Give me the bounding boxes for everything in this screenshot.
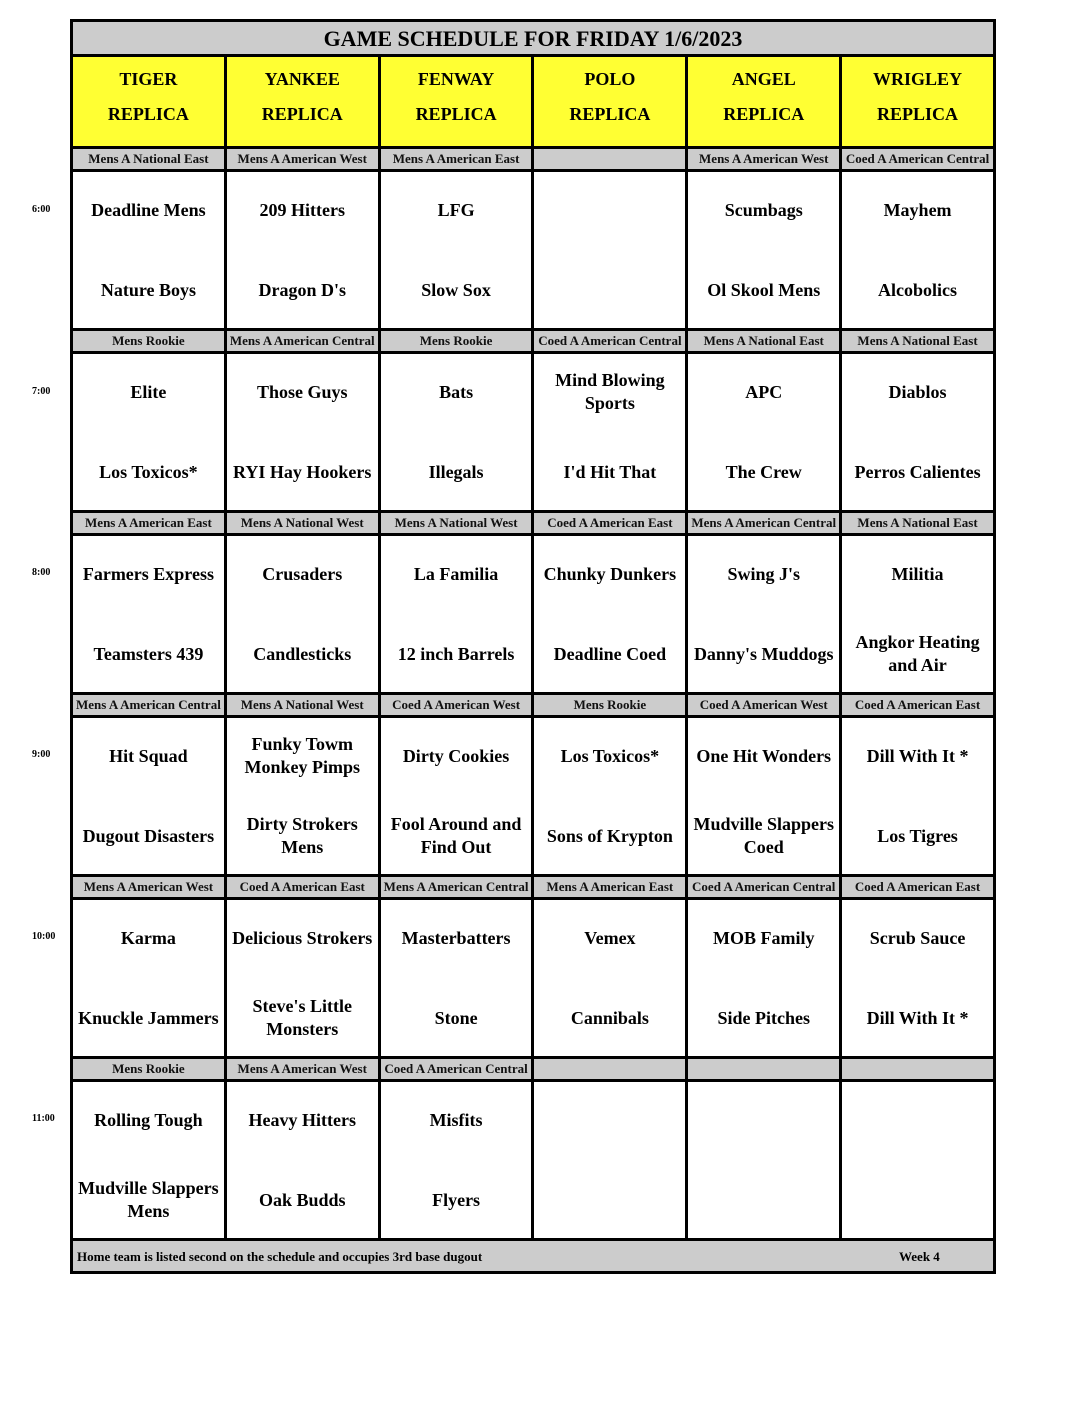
home-team-note: Home team is listed second on the schedule and occupies 3rd base dugout: [77, 1249, 483, 1264]
game-cell: [227, 536, 381, 692]
away-team: 209 Hitters: [259, 199, 345, 220]
game-cell: [73, 1082, 227, 1238]
game-row-10: [73, 900, 993, 1059]
game-cell: [534, 536, 688, 692]
game-cell: [688, 536, 842, 692]
week-label: Week 4: [899, 1249, 940, 1264]
home-team: [842, 1176, 993, 1224]
field-sub: REPLICA: [107, 104, 189, 124]
away-team: Delicious Strokers: [232, 927, 373, 948]
division-label: Mens A National East: [842, 513, 993, 533]
game-cell: [842, 900, 993, 1056]
home-team: [688, 1176, 839, 1224]
game-cell: [688, 1082, 842, 1238]
division-row-10: [73, 877, 993, 900]
game-cell: [73, 536, 227, 692]
game-cell: [227, 1082, 381, 1238]
division-label: Mens Rookie: [73, 331, 227, 351]
field-header-angel: [688, 57, 842, 146]
home-team: Mudville Slappers Coed: [693, 814, 834, 857]
home-team: RYI Hay Hookers: [233, 461, 372, 482]
field-sub: REPLICA: [415, 104, 497, 124]
game-row-8: [73, 536, 993, 695]
schedule-footer: [73, 1241, 993, 1271]
field-name: ANGEL: [731, 69, 796, 89]
away-team: Dirty Cookies: [402, 745, 510, 766]
away-team: LFG: [437, 199, 475, 220]
field-sub: REPLICA: [261, 104, 343, 124]
division-label: Coed A American East: [534, 513, 688, 533]
home-team: Illegals: [428, 461, 484, 482]
time-label-8: 8:00: [32, 567, 51, 578]
division-label: Mens A American Central: [381, 877, 535, 897]
home-team: [534, 266, 685, 314]
game-row-9: [73, 718, 993, 877]
home-team: Dugout Disasters: [82, 825, 215, 846]
time-label-10: 10:00: [32, 931, 56, 942]
home-team: Stone: [434, 1007, 478, 1028]
division-row-6: [73, 149, 993, 172]
home-team: Perros Calientes: [854, 461, 981, 482]
division-label: Mens A American East: [73, 513, 227, 533]
division-label: Coed A American Central: [381, 1059, 535, 1079]
division-row-8: [73, 513, 993, 536]
game-cell: [381, 354, 535, 510]
home-team: Los Toxicos*: [99, 461, 198, 482]
division-label: Mens A National East: [842, 331, 993, 351]
field-header-fenway: [381, 57, 535, 146]
division-label: [534, 149, 688, 169]
division-row-7: [73, 331, 993, 354]
division-label: Mens A American East: [381, 149, 535, 169]
division-label: Coed A American Central: [534, 331, 688, 351]
division-label: Mens Rookie: [381, 331, 535, 351]
away-team: Those Guys: [256, 381, 348, 402]
division-label: Mens A National West: [381, 513, 535, 533]
game-cell: [227, 900, 381, 1056]
home-team: Danny's Muddogs: [693, 643, 834, 664]
away-team: MOB Family: [712, 927, 815, 948]
division-label: Coed A American Central: [842, 149, 993, 169]
game-row-7: [73, 354, 993, 513]
division-label: Coed A American Central: [688, 877, 842, 897]
time-label-7: 7:00: [32, 386, 51, 397]
division-label: Mens A American West: [73, 877, 227, 897]
home-team: Dill With It *: [866, 1007, 969, 1028]
division-row-9: [73, 695, 993, 718]
home-team: Los Tigres: [877, 825, 958, 846]
away-team: Heavy Hitters: [248, 1109, 356, 1130]
game-cell: [534, 900, 688, 1056]
field-name: WRIGLEY: [873, 69, 963, 89]
field-name: POLO: [584, 69, 636, 89]
home-team: Alcobolics: [878, 279, 958, 300]
away-team: Mayhem: [883, 199, 952, 220]
home-team: Dragon D's: [258, 279, 346, 300]
field-sub: REPLICA: [569, 104, 651, 124]
away-team: [842, 1096, 993, 1144]
home-team: Oak Budds: [258, 1189, 346, 1210]
game-cell: [534, 718, 688, 874]
home-team: Ol Skool Mens: [707, 279, 821, 300]
away-team: Los Toxicos*: [560, 745, 660, 766]
field-header-polo: [534, 57, 688, 146]
division-label: Coed A American East: [842, 877, 993, 897]
home-team: Teamsters 439: [93, 643, 204, 664]
home-team: Deadline Coed: [553, 643, 667, 664]
division-label: Mens A American Central: [227, 331, 381, 351]
game-cell: [73, 900, 227, 1056]
home-team: [534, 1176, 685, 1224]
away-team: Mind Blowing Sports: [555, 370, 665, 413]
home-team: The Crew: [725, 461, 802, 482]
game-cell: [381, 172, 535, 328]
home-team: Cannibals: [570, 1007, 649, 1028]
game-cell: [842, 354, 993, 510]
away-team: Masterbatters: [401, 927, 511, 948]
division-label: Coed A American West: [688, 695, 842, 715]
home-team: Dirty Strokers Mens: [246, 814, 358, 857]
field-header-yankee: [227, 57, 381, 146]
field-header-row: [73, 57, 993, 149]
game-cell: [842, 172, 993, 328]
away-team: Rolling Tough: [94, 1109, 203, 1130]
game-cell: [688, 172, 842, 328]
home-team: Side Pitches: [717, 1007, 810, 1028]
division-label: [842, 1059, 993, 1079]
game-row-11: [73, 1082, 993, 1241]
away-team: APC: [745, 381, 783, 402]
game-row-6: [73, 172, 993, 331]
division-label: [688, 1059, 842, 1079]
division-label: Mens A National West: [227, 513, 381, 533]
game-cell: [688, 900, 842, 1056]
game-cell: [227, 718, 381, 874]
away-team: [534, 186, 685, 234]
home-team: Slow Sox: [421, 279, 491, 300]
game-cell: [534, 172, 688, 328]
schedule-title: GAME SCHEDULE FOR FRIDAY 1/6/2023: [73, 22, 993, 57]
away-team: Dill With It *: [866, 745, 969, 766]
game-cell: [381, 536, 535, 692]
division-label: Mens Rookie: [534, 695, 688, 715]
away-team: Chunky Dunkers: [543, 563, 677, 584]
game-cell: [381, 1082, 535, 1238]
home-team: Mudville Slappers Mens: [78, 1178, 219, 1221]
division-label: [534, 1059, 688, 1079]
away-team: Elite: [130, 381, 167, 402]
division-label: Mens A National West: [227, 695, 381, 715]
division-label: Coed A American East: [842, 695, 993, 715]
game-cell: [688, 354, 842, 510]
home-team: Sons of Krypton: [546, 825, 673, 846]
division-row-11: [73, 1059, 993, 1082]
division-label: Coed A American West: [381, 695, 535, 715]
field-name: YANKEE: [264, 69, 340, 89]
game-cell: [227, 172, 381, 328]
away-team: Deadline Mens: [91, 199, 206, 220]
game-cell: [534, 354, 688, 510]
time-label-6: 6:00: [32, 204, 51, 215]
division-label: Mens A American West: [227, 1059, 381, 1079]
away-team: Misfits: [429, 1109, 483, 1130]
game-cell: [381, 900, 535, 1056]
away-team: Vemex: [584, 927, 636, 948]
game-cell: [842, 718, 993, 874]
game-cell: [73, 354, 227, 510]
field-name: TIGER: [119, 69, 178, 89]
time-label-11: 11:00: [32, 1113, 55, 1124]
division-label: Mens A American East: [534, 877, 688, 897]
home-team: 12 inch Barrels: [397, 643, 515, 664]
division-label: Mens A American West: [688, 149, 842, 169]
division-label: Coed A American East: [227, 877, 381, 897]
away-team: Funky Towm Monkey Pimps: [244, 734, 360, 777]
away-team: Crusaders: [262, 563, 343, 584]
field-name: FENWAY: [417, 69, 495, 89]
division-label: Mens A American Central: [73, 695, 227, 715]
division-label: Mens A National East: [73, 149, 227, 169]
game-cell: [73, 172, 227, 328]
game-cell: [227, 354, 381, 510]
division-label: Mens A American Central: [688, 513, 842, 533]
time-label-9: 9:00: [32, 749, 51, 760]
away-team: [688, 1096, 839, 1144]
game-cell: [842, 536, 993, 692]
game-cell: [842, 1082, 993, 1238]
field-sub: REPLICA: [723, 104, 805, 124]
away-team: Scrub Sauce: [869, 927, 966, 948]
home-team: Fool Around and Find Out: [390, 814, 522, 857]
division-label: Mens A National East: [688, 331, 842, 351]
field-header-tiger: [73, 57, 227, 146]
home-team: Candlesticks: [253, 643, 352, 664]
away-team: [534, 1096, 685, 1144]
away-team: Bats: [439, 381, 474, 402]
away-team: Diablos: [888, 381, 947, 402]
schedule-table: [70, 19, 996, 1274]
home-team: Nature Boys: [100, 279, 196, 300]
away-team: La Familia: [413, 563, 499, 584]
home-team: Angkor Heating and Air: [855, 632, 980, 675]
home-team: I'd Hit That: [563, 461, 657, 482]
home-team: Knuckle Jammers: [78, 1007, 219, 1028]
away-team: Hit Squad: [109, 745, 188, 766]
away-team: Farmers Express: [82, 563, 214, 584]
home-team: Steve's Little Monsters: [252, 996, 352, 1039]
division-label: Mens Rookie: [73, 1059, 227, 1079]
game-cell: [534, 1082, 688, 1238]
game-cell: [688, 718, 842, 874]
away-team: Swing J's: [727, 563, 800, 584]
away-team: Karma: [120, 927, 176, 948]
away-team: One Hit Wonders: [696, 745, 832, 766]
division-label: Mens A American West: [227, 149, 381, 169]
game-cell: [381, 718, 535, 874]
away-team: Militia: [891, 563, 944, 584]
away-team: Scumbags: [724, 199, 803, 220]
home-team: Flyers: [432, 1189, 481, 1210]
field-sub: REPLICA: [877, 104, 959, 124]
game-cell: [73, 718, 227, 874]
field-header-wrigley: [842, 57, 993, 146]
